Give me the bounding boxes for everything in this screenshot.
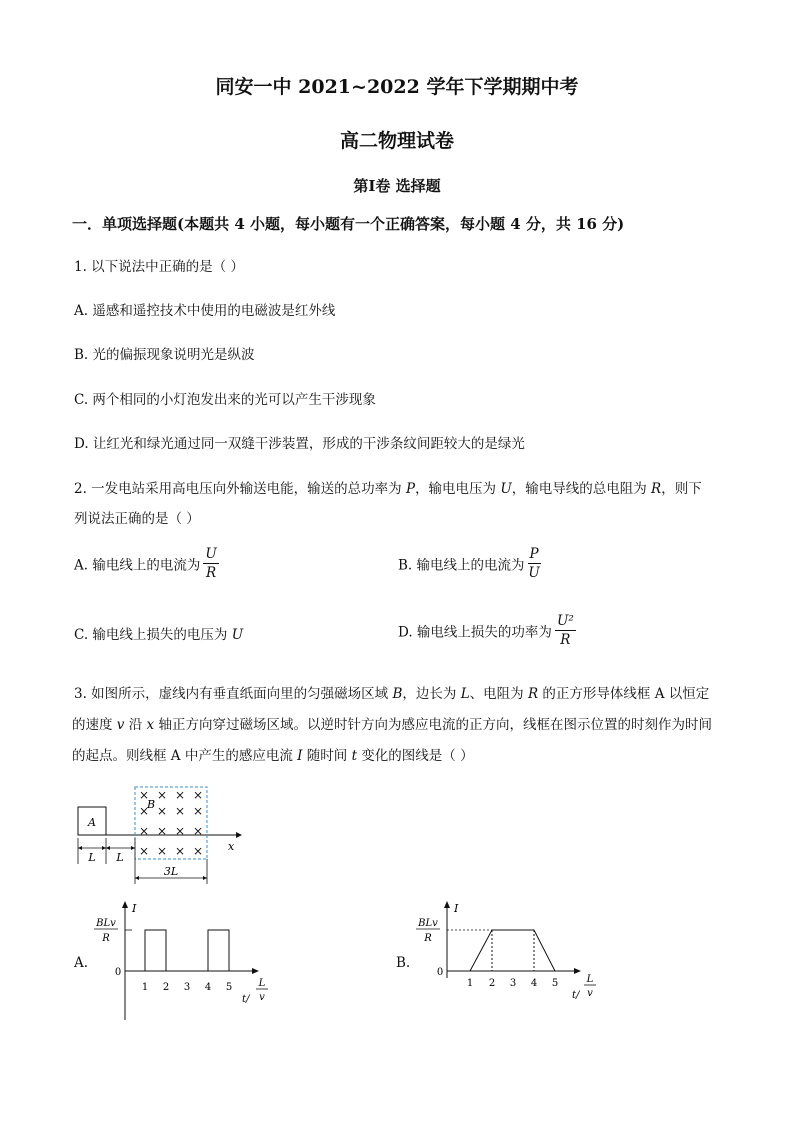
x-axis-label: x (228, 840, 235, 853)
cross: × (138, 844, 150, 858)
graph-a-tick: 2 (162, 982, 170, 993)
exam-subtitle: 高二物理试卷 (339, 130, 454, 152)
section-heading: 一．单项选择题(本题共 4 小题，每小题有一个正确答案，每小题 4 分，共 16 分) (72, 215, 625, 233)
x-axis-arrow (236, 832, 242, 838)
graph-b-origin: 0 (436, 967, 444, 978)
graph-b-tick: 1 (466, 978, 474, 989)
q2-stem-line2: 列说法正确的是（ ） (74, 511, 200, 527)
frame-a-label: A (88, 816, 96, 829)
cross: × (156, 844, 168, 858)
cross: × (138, 804, 150, 818)
cross: × (174, 824, 186, 838)
q1-option-b: B. 光的偏振现象说明光是纵波 (74, 347, 255, 363)
width-label: 3L (163, 865, 179, 878)
graph-a-ylabel: I (132, 902, 137, 915)
field-label: B (146, 798, 156, 811)
graph-a-option: A. (74, 955, 89, 971)
graph-b-tick: 4 (530, 978, 538, 989)
cross: × (156, 788, 168, 802)
graph-b-ylabel: I (454, 902, 459, 915)
graph-a-tick: 4 (204, 982, 212, 993)
cross: × (156, 824, 168, 838)
q3-stem-line2: 的速度 v 沿 x 轴正方向穿过磁场区域。以逆时针方向为感应电流的正方向，线框在图示位置的时刻作为时间 (72, 717, 712, 733)
graph-a-origin: 0 (114, 967, 122, 978)
graph-a-tick: 1 (141, 982, 149, 993)
cross: × (174, 788, 186, 802)
q2-d-fraction: $\frac{\text{U²}}{R}$ (556, 613, 574, 648)
cross: × (192, 824, 204, 838)
q2-option-c: C. 输电线上损失的电压为 U (74, 627, 244, 643)
graph-b-option: B. (396, 955, 411, 971)
cross: × (192, 804, 204, 818)
graph-b (412, 898, 596, 1006)
cross: × (174, 804, 186, 818)
graph-b-xlabel-num: L (586, 974, 594, 985)
graph-b-curve (470, 930, 555, 971)
gap2-label: L (116, 851, 124, 864)
q2-option-a: A. 输电线上的电流为 $\frac{U}{R}$ (74, 546, 217, 581)
q2-stem-line1: 2. 一发电站采用高电压向外输送电能，输送的总功率为 P，输电电压为 U，输电导线的总电阻为 R，则下 (74, 481, 702, 497)
graph-a-xlabel-num: L (258, 978, 266, 989)
q1-option-a: A. 遥感和遥控技术中使用的电磁波是红外线 (74, 303, 336, 319)
graph-b-tick: 3 (509, 978, 517, 989)
cross: × (138, 788, 150, 802)
cross: × (138, 824, 150, 838)
cross: × (192, 844, 204, 858)
field-diagram (70, 780, 250, 885)
q1-option-d: D. 让红光和绿光通过同一双缝干涉装置，形成的干涉条纹间距较大的是绿光 (74, 436, 525, 452)
graph-b-yval-den: R (424, 933, 432, 944)
graph-b-tick: 2 (488, 978, 496, 989)
graph-a (92, 898, 272, 1023)
gap1-label: L (88, 851, 96, 864)
graph-b-xlabel-den: v (587, 988, 593, 999)
graph-b-xlabel-t: t/ (572, 990, 580, 1001)
graph-b-yval-num: BLv (418, 918, 438, 929)
graph-a-yval-num: BLv (96, 918, 116, 929)
q1-stem: 1. 以下说法中正确的是（ ） (74, 259, 244, 275)
q3-stem-line3: 的起点。则线框 A 中产生的感应电流 I 随时间 t 变化的图线是（ ） (72, 748, 474, 764)
q2-option-b: B. 输电线上的电流为 $\frac{P}{U}$ (398, 546, 540, 581)
graph-a-xlabel-den: v (259, 992, 265, 1003)
q3-stem-line1: 3. 如图所示，虚线内有垂直纸面向里的匀强磁场区域 B，边长为 L、电阻为 R 的正方形导体线框 A 以恒定 (74, 686, 710, 702)
graph-b-tick: 5 (551, 978, 559, 989)
graph-a-xlabel-t: t/ (242, 994, 250, 1005)
q1-option-c: C. 两个相同的小灯泡发出来的光可以产生干涉现象 (74, 392, 376, 408)
cross: × (174, 844, 186, 858)
graph-a-tick: 3 (183, 982, 191, 993)
q2-a-fraction: $\frac{U}{R}$ (205, 546, 217, 581)
cross: × (192, 788, 204, 802)
volume-heading: 第Ⅰ卷 选择题 (353, 177, 441, 195)
graph-a-curve (145, 930, 229, 971)
q2-option-d: D. 输电线上损失的功率为 $\frac{\text{U²}}{R}$ (398, 613, 574, 648)
q2-b-fraction: $\frac{P}{U}$ (528, 546, 540, 581)
exam-title: 同安一中 2021~2022 学年下学期期中考 (215, 76, 579, 98)
graph-a-yval-den: R (102, 933, 110, 944)
cross: × (156, 804, 168, 818)
graph-a-tick: 5 (225, 982, 233, 993)
